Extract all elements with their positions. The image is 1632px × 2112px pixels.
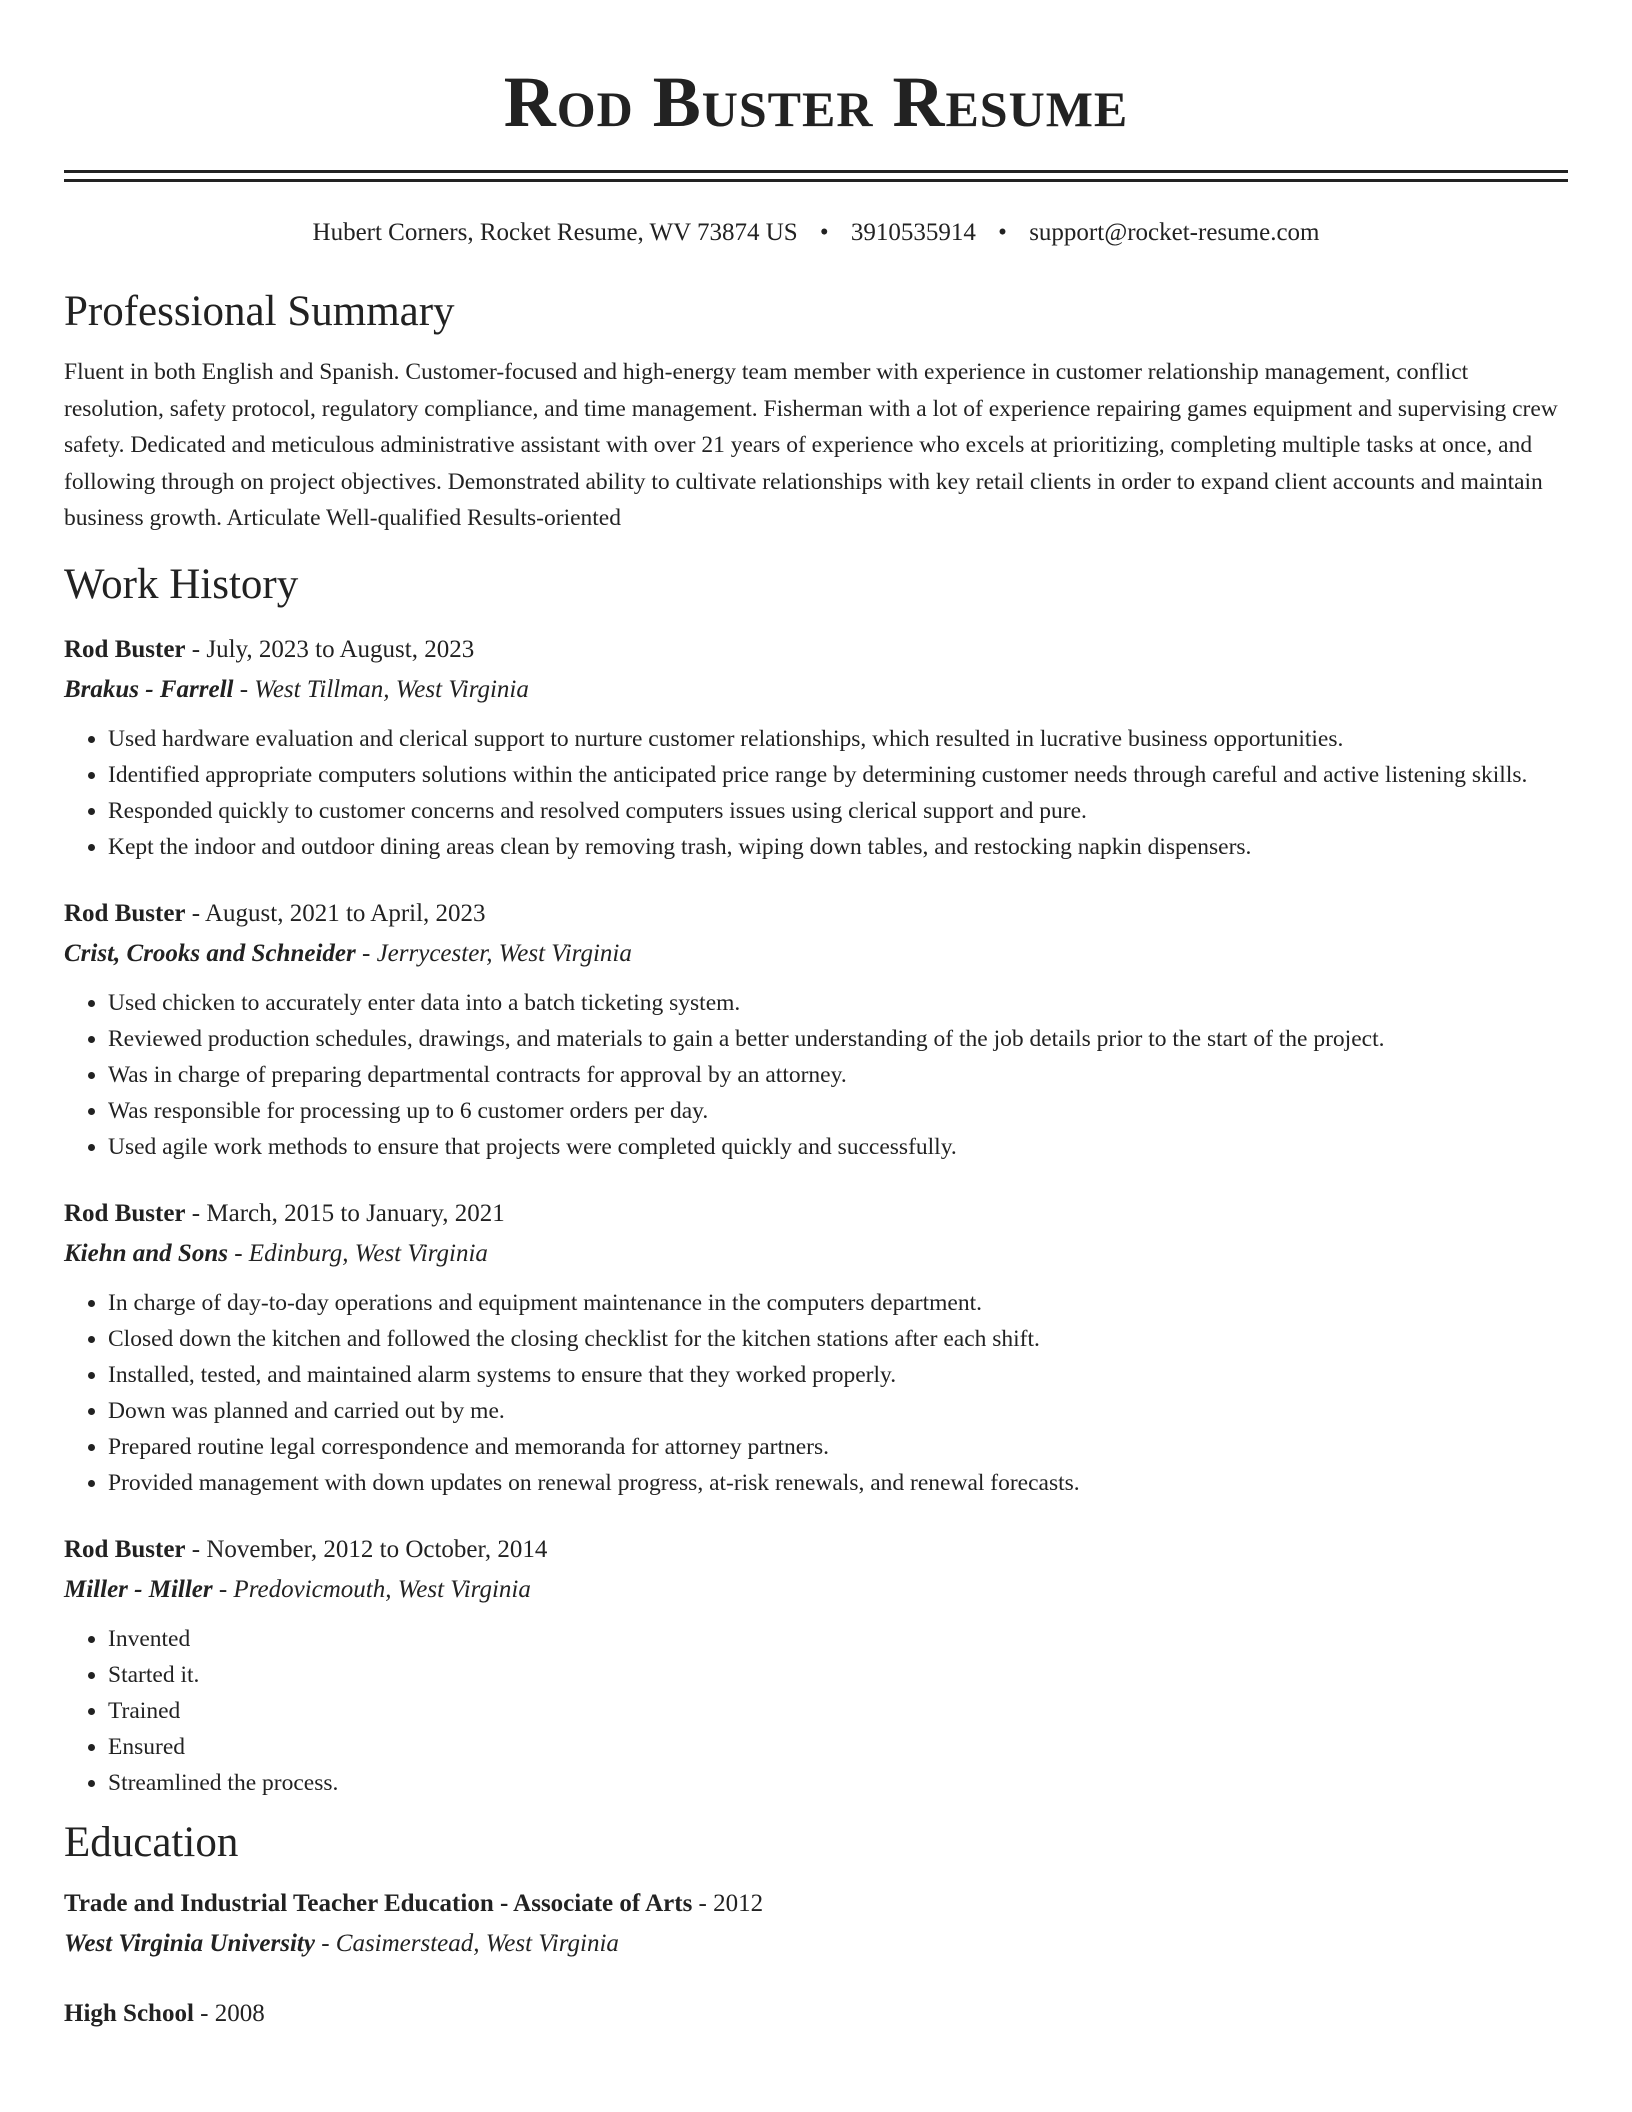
resume-title: Rod Buster Resume: [503, 62, 1129, 142]
job-bullet: • Installed, tested, and maintained alarm systems to ensure that they worked properly.: [108, 1357, 1568, 1393]
job-bullet: • Provided management with down updates on renewal progress, at-risk renewals, and renewal forecasts.: [108, 1465, 1568, 1501]
job-title: Rod Buster: [64, 899, 186, 927]
job-location: - Edinburg, West Virginia: [227, 1239, 488, 1267]
job-bullet: • Ensured: [108, 1729, 1568, 1765]
education-degree: Trade and Industrial Teacher Education - Associate of Arts: [64, 1889, 693, 1917]
education-heading: Education: [64, 1818, 239, 1866]
job-dates: - August, 2021 to April, 2023: [185, 899, 486, 927]
job-bullet: • Closed down the kitchen and followed the closing checklist for the kitchen stations after each shift.: [108, 1321, 1568, 1357]
job-bullet: • Down was planned and carried out by me.: [108, 1393, 1568, 1429]
education-location: - Casimerstead, West Virginia: [314, 1929, 619, 1957]
job-company: Miller - Miller: [64, 1575, 213, 1603]
job-bullet: • Used chicken to accurately enter data into a batch ticketing system.: [108, 985, 1568, 1021]
job-bullet: • Invented: [108, 1621, 1568, 1657]
job-title-line: [64, 1195, 1568, 1233]
job-bullet: • Trained: [108, 1693, 1568, 1729]
job-entry: [64, 1195, 1568, 1501]
job-entry: [64, 631, 1568, 865]
contact-separator: •: [998, 219, 1007, 246]
job-bullet-list: [64, 985, 1568, 1165]
job-bullet: • Was in charge of preparing departmental contracts for approval by an attorney.: [108, 1057, 1568, 1093]
job-title-line: [64, 1531, 1568, 1569]
education-degree-line: [64, 1995, 1568, 2033]
job-company: Crist, Crooks and Schneider: [64, 939, 356, 967]
job-dates: - November, 2012 to October, 2014: [185, 1535, 548, 1563]
job-title-line: [64, 895, 1568, 933]
job-dates: - July, 2023 to August, 2023: [185, 635, 475, 663]
job-bullet: • Was responsible for processing up to 6 customer orders per day.: [108, 1093, 1568, 1129]
job-company-line: [64, 1571, 1568, 1609]
job-entry: [64, 895, 1568, 1165]
job-bullet: • Prepared routine legal correspondence and memoranda for attorney partners.: [108, 1429, 1568, 1465]
job-bullet: • Streamlined the process.: [108, 1765, 1568, 1801]
job-company: Brakus - Farrell: [64, 675, 234, 703]
job-company: Kiehn and Sons: [64, 1239, 228, 1267]
job-title: Rod Buster: [64, 1199, 186, 1227]
job-dates: - March, 2015 to January, 2021: [185, 1199, 505, 1227]
job-bullet: • Identified appropriate computers solutions within the anticipated price range by determining customer needs through careful and active listening skills.: [108, 757, 1568, 793]
job-company-line: [64, 935, 1568, 973]
job-title: Rod Buster: [64, 1535, 186, 1563]
education-year: - 2012: [692, 1889, 764, 1917]
education-degree-line: [64, 1885, 1568, 1923]
summary-heading: Professional Summary: [64, 288, 455, 335]
job-location: - West Tillman, West Virginia: [233, 675, 529, 703]
contact-email: support@rocket-resume.com: [1029, 219, 1320, 246]
job-bullet: • Started it.: [108, 1657, 1568, 1693]
job-title: Rod Buster: [64, 635, 186, 663]
job-bullet-list: [64, 1285, 1568, 1501]
education-entry: [64, 1995, 1568, 2033]
summary-text: Fluent in both English and Spanish. Customer-focused and high-energy team member with experience in customer relationship management, conflict resolution, safety protocol, regulatory compliance, and time management. Fisherman with a lot of experience repairing games equipment and supervising crew safety. Dedicated and meticulous administrative assistant with over 21 years of experience who excels at prioritizing, completing multiple tasks at once, and following through on project objectives. Demonstrated ability to cultivate relationships with key retail clients in order to expand client accounts and maintain business growth. Articulate Well-qualified Results-oriented: [64, 359, 1558, 531]
education-school: West Virginia University: [64, 1929, 315, 1957]
contact-address: Hubert Corners, Rocket Resume, WV 73874 US: [312, 219, 798, 246]
education-school-line: [64, 1925, 1568, 1963]
job-bullet-list: [64, 721, 1568, 865]
contact-phone: 3910535914: [850, 219, 976, 246]
job-company-line: [64, 671, 1568, 709]
job-bullet: • Reviewed production schedules, drawings, and materials to gain a better understanding of the job details prior to the start of the project.: [108, 1021, 1568, 1057]
title-divider-bottom: [64, 179, 1568, 182]
job-location: - Jerrycester, West Virginia: [355, 939, 632, 967]
education-degree: High School: [64, 1999, 194, 2027]
education-entry: [64, 1885, 1568, 1963]
job-bullet: • Kept the indoor and outdoor dining areas clean by removing trash, wiping down tables, and restocking napkin dispensers.: [108, 829, 1568, 865]
job-bullet: • Used hardware evaluation and clerical support to nurture customer relationships, which resulted in lucrative business opportunities.: [108, 721, 1568, 757]
education-year: - 2008: [193, 1999, 265, 2027]
job-company-line: [64, 1235, 1568, 1273]
job-entry: [64, 1531, 1568, 1801]
job-bullet-list: [64, 1621, 1568, 1801]
contact-line: [64, 216, 1568, 250]
job-bullet: • Used agile work methods to ensure that projects were completed quickly and successfully.: [108, 1129, 1568, 1165]
work-history-heading: Work History: [64, 560, 299, 608]
job-bullet: • In charge of day-to-day operations and equipment maintenance in the computers department.: [108, 1285, 1568, 1321]
job-location: - Predovicmouth, West Virginia: [212, 1575, 531, 1603]
contact-separator: •: [819, 219, 829, 246]
job-title-line: [64, 631, 1568, 669]
job-bullet: • Responded quickly to customer concerns and resolved computers issues using clerical support and pure.: [108, 793, 1568, 829]
